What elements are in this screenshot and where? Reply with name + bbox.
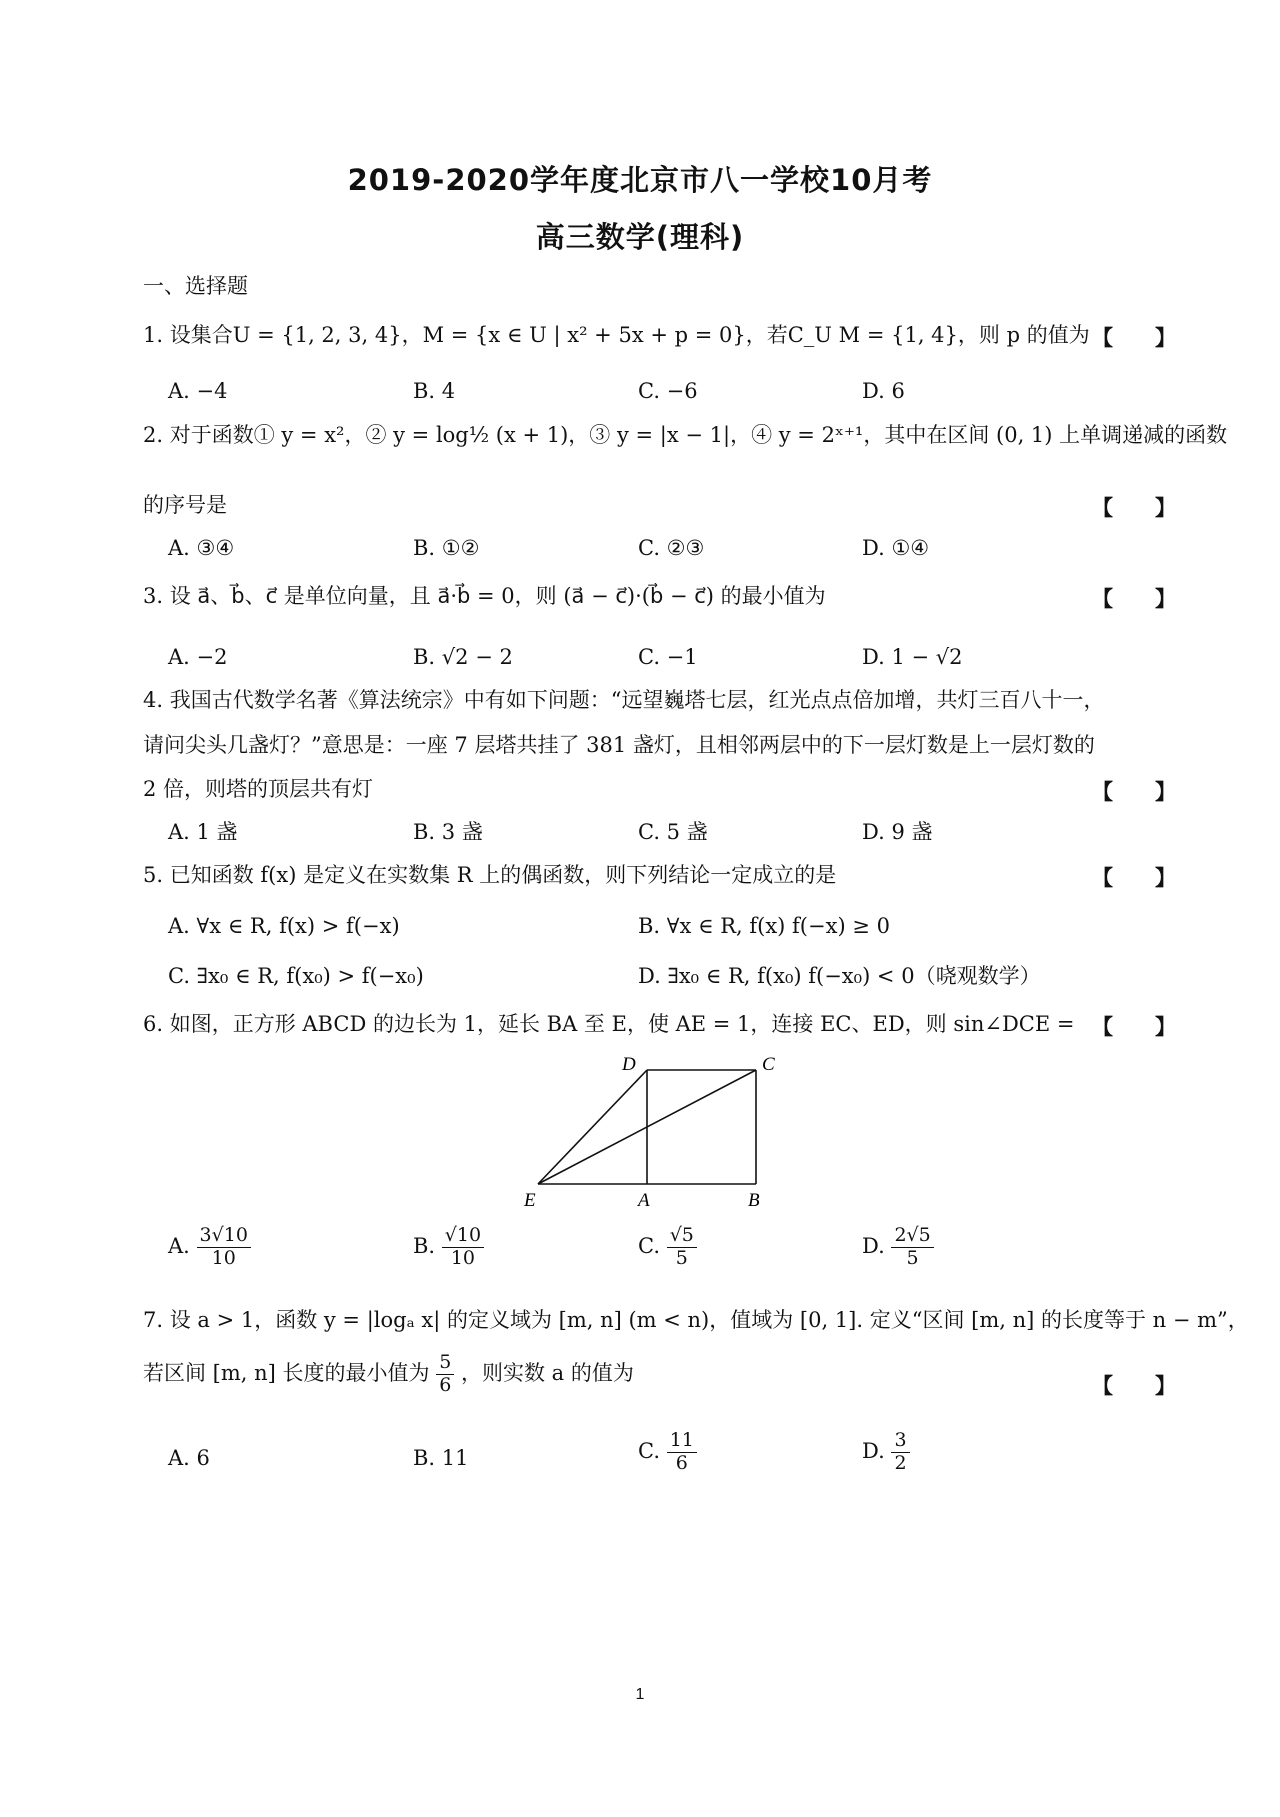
option-letter: C. bbox=[638, 1233, 660, 1258]
question-1-option-b: B. 4 bbox=[413, 379, 456, 403]
question-7-option-a: A. 6 bbox=[168, 1446, 210, 1470]
question-2-option-d: D. ①④ bbox=[862, 536, 930, 560]
question-6-stem: 6. 如图，正方形 ABCD 的边长为 1，延长 BA 至 E，使 AE = 1，连接 EC、ED，则 sin∠DCE = bbox=[143, 1012, 1075, 1036]
question-2-option-a: A. ③④ bbox=[168, 536, 235, 560]
label-b: B bbox=[748, 1190, 760, 1210]
section-heading: 一、选择题 bbox=[143, 274, 248, 298]
question-4-stem-line3: 2 倍，则塔的顶层共有灯 bbox=[143, 777, 374, 801]
question-1-option-c: C. −6 bbox=[638, 379, 698, 403]
option-letter: A. bbox=[168, 1233, 190, 1258]
question-4-stem-line2: 请问尖头几盏灯？”意思是：一座 7 层塔共挂了 381 盏灯，且相邻两层中的下一层灯数是上一层灯数的 bbox=[143, 733, 1095, 757]
question-7-option-d bbox=[862, 1430, 910, 1475]
question-7-answer-bracket: 【 】 bbox=[1092, 1374, 1176, 1398]
option-letter: B. bbox=[413, 1233, 436, 1258]
question-2-stem: 2. 对于函数① y = x²，② y = log½ (x + 1)，③ y = |x − 1|，④ y = 2ˣ⁺¹，其中在区间 (0, 1) 上单调递减的函数 bbox=[143, 423, 1228, 447]
question-2-option-c: C. ②③ bbox=[638, 536, 705, 560]
question-6-option-d bbox=[862, 1225, 934, 1270]
question-2-stem-line2: 的序号是 bbox=[143, 493, 227, 517]
page-number: 1 bbox=[635, 1686, 645, 1703]
fraction: $\frac{5}{6}$ bbox=[436, 1352, 454, 1397]
question-7-stem-line2 bbox=[143, 1352, 634, 1397]
question-2-option-b: B. ①② bbox=[413, 536, 480, 560]
question-3-answer-bracket: 【 】 bbox=[1092, 587, 1176, 611]
fraction: $\frac{√10}{10}$ bbox=[442, 1225, 484, 1270]
question-5-stem: 5. 已知函数 f(x) 是定义在实数集 R 上的偶函数，则下列结论一定成立的是 bbox=[143, 863, 837, 887]
segment-ed bbox=[538, 1070, 647, 1184]
exam-title: 2019-2020学年度北京市八一学校10月考 bbox=[347, 163, 933, 197]
question-1-option-a: A. −4 bbox=[168, 379, 228, 403]
question-3-option-d: D. 1 − √2 bbox=[862, 645, 963, 669]
label-a: A bbox=[638, 1190, 650, 1210]
question-6-answer-bracket: 【 】 bbox=[1092, 1015, 1176, 1039]
fraction: $\frac{2√5}{5}$ bbox=[891, 1225, 933, 1270]
question-3-option-b: B. √2 − 2 bbox=[413, 645, 513, 669]
question-6-option-a bbox=[168, 1225, 251, 1270]
question-1-option-d: D. 6 bbox=[862, 379, 905, 403]
option-letter: C. bbox=[638, 1438, 660, 1463]
label-d: D bbox=[622, 1054, 636, 1075]
question-4-stem: 4. 我国古代数学名著《算法统宗》中有如下问题：“远望巍塔七层，红光点点倍加增，共灯三百八十一， bbox=[143, 688, 1105, 712]
question-6-option-c bbox=[638, 1225, 697, 1270]
question-4-option-a: A. 1 盏 bbox=[168, 820, 238, 844]
question-3-option-c: C. −1 bbox=[638, 645, 698, 669]
option-letter: D. bbox=[862, 1438, 885, 1463]
question-5-answer-bracket: 【 】 bbox=[1092, 866, 1176, 890]
question-3-option-a: A. −2 bbox=[168, 645, 228, 669]
question-7-stem-pre: 若区间 [m, n] 长度的最小值为 bbox=[143, 1360, 430, 1385]
question-4-option-b: B. 3 盏 bbox=[413, 820, 483, 844]
question-7-option-b: B. 11 bbox=[413, 1446, 469, 1470]
label-c: C bbox=[762, 1054, 775, 1075]
fraction: $\frac{√5}{5}$ bbox=[667, 1225, 697, 1270]
question-7-stem: 7. 设 a > 1，函数 y = |logₐ x| 的定义域为 [m, n] (m < n)，值域为 [0, 1]. 定义“区间 [m, n] 的长度等于 n − m”， bbox=[143, 1308, 1249, 1332]
question-6-option-b bbox=[413, 1225, 484, 1270]
fraction: $\frac{11}{6}$ bbox=[667, 1430, 697, 1475]
question-4-option-d: D. 9 盏 bbox=[862, 820, 933, 844]
label-e: E bbox=[524, 1190, 536, 1210]
exam-subtitle: 高三数学(理科) bbox=[535, 220, 745, 254]
question-1-stem: 1. 设集合U = {1, 2, 3, 4}，M = {x ∈ U | x² + 5x + p = 0}，若C_U M = {1, 4}，则 p 的值为 bbox=[143, 323, 1090, 347]
fraction: $\frac{3√10}{10}$ bbox=[197, 1225, 251, 1270]
question-4-answer-bracket: 【 】 bbox=[1092, 780, 1176, 804]
question-7-option-c bbox=[638, 1430, 697, 1475]
question-1-answer-bracket: 【 】 bbox=[1092, 326, 1176, 350]
question-5-option-b: B. ∀x ∈ R, f(x) f(−x) ≥ 0 bbox=[638, 914, 890, 938]
square-geometry-figure bbox=[520, 1050, 790, 1210]
question-7-stem-post: ，则实数 a 的值为 bbox=[461, 1360, 634, 1385]
question-2-answer-bracket: 【 】 bbox=[1092, 496, 1176, 520]
question-5-option-c: C. ∃x₀ ∈ R, f(x₀) > f(−x₀) bbox=[168, 964, 424, 988]
question-4-option-c: C. 5 盏 bbox=[638, 820, 708, 844]
question-5-option-a: A. ∀x ∈ R, f(x) > f(−x) bbox=[168, 914, 400, 938]
question-3-stem: 3. 设 a⃗、b⃗、c⃗ 是单位向量，且 a⃗·b⃗ = 0，则 (a⃗ − c⃗)·(b⃗ − c⃗) 的最小值为 bbox=[143, 584, 826, 608]
fraction: $\frac{3}{2}$ bbox=[891, 1430, 909, 1475]
option-letter: D. bbox=[862, 1233, 885, 1258]
question-5-option-d: D. ∃x₀ ∈ R, f(x₀) f(−x₀) < 0（哓观数学） bbox=[638, 964, 1041, 988]
